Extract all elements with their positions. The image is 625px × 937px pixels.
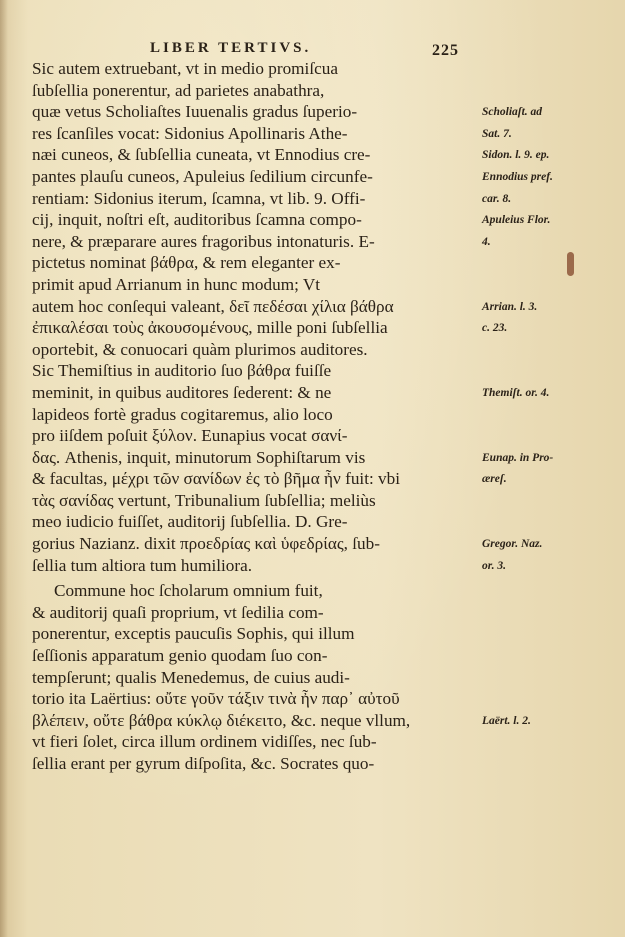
text-line: lapideos fortè gradus cogitaremus, alio loco <box>32 404 333 424</box>
text-line: meminit, in quibus auditores ſederent: & ne <box>32 382 332 402</box>
text-line: gorius Nazianz. dixit προεδρίας καὶ ὑφεδρίας, ſub- <box>32 534 380 554</box>
text-line: & facultas, μέχρι τῶν σανίδων ἐς τὸ βῆμα ἦν fuit: vbi <box>32 469 401 489</box>
margin-note: Apuleius Flor. <box>482 214 551 227</box>
text-line: τὰς σανίδας vertunt, Tribunalium ſubſellia; meliùs <box>32 490 376 510</box>
margin-note: Gregor. Naz. <box>482 538 543 551</box>
page-number: 225 <box>432 42 459 59</box>
text-line: autem hoc conſequi valeant, δεῖ πεδέσαι χίλια βάθρα <box>32 296 394 316</box>
text-line: quæ vetus Scholiaſtes Iuuenalis gradus ſuperio- <box>32 102 358 122</box>
margin-note: Sat. 7. <box>482 127 512 140</box>
text-line: meo iudicio fuiſſet, auditorij ſubſellia. D. Gre- <box>32 512 348 532</box>
margin-note: car. 8. <box>482 192 512 205</box>
running-title: LIBER TERTIVS. <box>150 40 312 56</box>
text-line: Sic autem extruebant, vt in medio promiſcua <box>32 59 338 78</box>
margin-note: 4. <box>482 235 491 248</box>
margin-note: Scholiaſt. ad <box>482 106 543 119</box>
text-line: primit apud Arrianum in hunc modum; Vt <box>32 274 321 294</box>
text-line: tempſerunt; qualis Menedemus, de cuius audi- <box>32 667 350 687</box>
text-line: Sic Themiſtius in auditorio ſuo βάθρα fuiſſe <box>32 361 332 381</box>
text-line: Commune hoc ſcholarum omnium fuit, <box>54 581 323 601</box>
text-line: δας. Athenis, inquit, minutorum Sophiſtarum vis <box>32 447 366 467</box>
text-line: pictetus nominat βάθρα, & rem eleganter ex- <box>32 253 341 273</box>
text-line: pro iiſdem poſuit ξύλον. Eunapius vocat σανί- <box>32 426 348 446</box>
text-line: vt fieri ſolet, circa illum ordinem vidiſſes, nec ſub- <box>32 732 377 752</box>
text-line: ſellia erant per gyrum diſpoſita, &c. Socrates quo- <box>32 754 375 773</box>
text-line: cij, inquit, noſtri eſt, auditoribus ſcamna compo- <box>32 210 362 230</box>
margin-note: Ennodius pref. <box>482 171 553 183</box>
text-line: torio ita Laërtius: οὔτε γοῦν τάξιν τινὰ ἦν παρ᾿ αὐτοῦ <box>32 689 400 709</box>
text-line: ſeſſionis apparatum genio quodam ſuo con- <box>32 646 328 666</box>
text-line: βλέπειν, οὔτε βάθρα κύκλῳ διέκειτο, &c. neque vllum, <box>32 710 411 730</box>
text-line: rentiam: Sidonius iterum, ſcamna, vt lib. 9. Offi- <box>32 188 366 208</box>
text-line: ponerentur, exceptis paucuſis Sophis, qui illum <box>32 624 355 644</box>
text-line: pantes plauſu cuneos, Apuleius ſedilium circunfe- <box>32 166 373 186</box>
text-line: næi cuneos, & ſubſellia cuneata, vt Ennodius cre- <box>32 145 371 165</box>
text-line: & auditorij quaſi proprium, vt ſedilia com- <box>32 602 324 622</box>
margin-note: æreſ. <box>482 473 507 486</box>
text-line: oportebit, & conuocari quàm plurimos auditores. <box>32 339 368 359</box>
margin-note: Sidon. l. 9. ep. <box>482 149 550 162</box>
text-line: res ſcanſiles vocat: Sidonius Apollinaris Athe- <box>32 123 348 143</box>
text-line: ſellia tum altiora tum humiliora. <box>32 555 253 575</box>
margin-note: Laërt. l. 2. <box>482 715 531 727</box>
page-edge-shadow <box>0 0 8 937</box>
main-text-column <box>32 58 468 775</box>
text-line: ἐπικαλέσαι τοὺς ἀκουσομένους, mille poni ſubſellia <box>32 318 388 338</box>
margin-note: Arrian. l. 3. <box>482 300 538 313</box>
margin-note: c. 23. <box>482 322 508 335</box>
text-line: nere, & præparare aures fragoribus intonaturis. E- <box>32 231 375 251</box>
margin-note: Eunap. in Pro- <box>482 451 554 464</box>
margin-note: Themiſt. or. 4. <box>482 387 550 399</box>
text-line: ſubſellia ponerentur, ad parietes anabathra, <box>32 80 325 100</box>
margin-note: or. 3. <box>482 559 506 572</box>
ink-stain <box>567 252 574 276</box>
